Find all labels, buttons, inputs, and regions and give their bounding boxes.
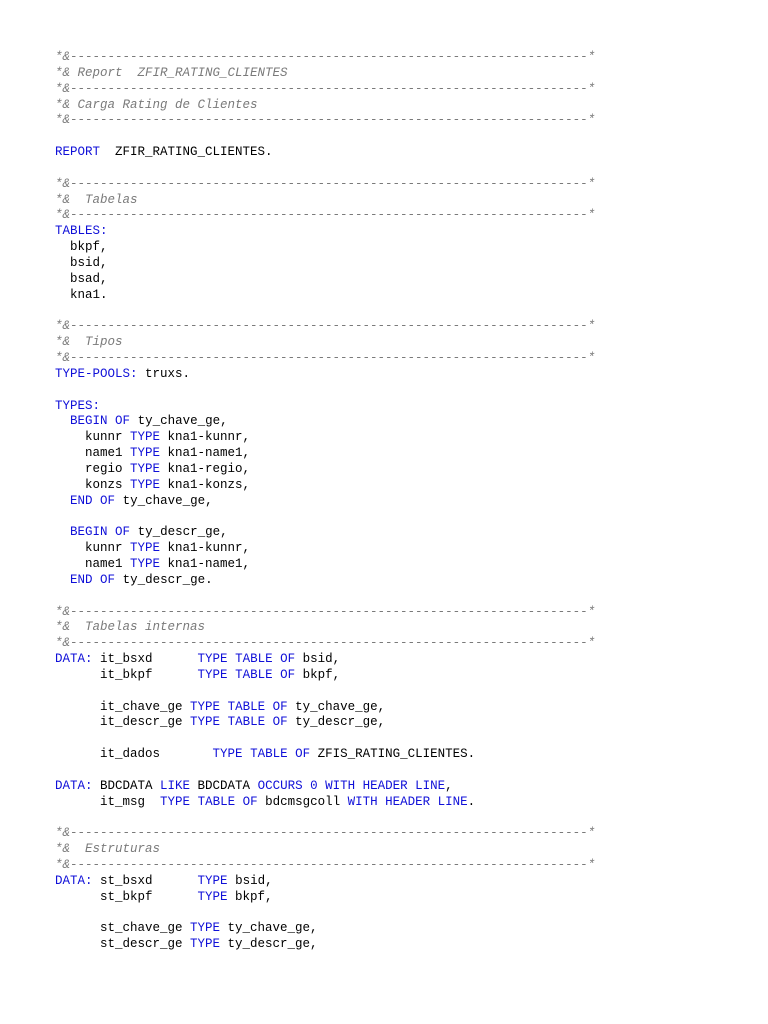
code-token: st_chave_ge	[55, 921, 191, 936]
code-token: bsid,	[227, 873, 273, 888]
code-token: regio	[55, 461, 131, 476]
code-token: kunnr	[55, 541, 131, 556]
code-token: bsid,	[55, 255, 108, 270]
code-token	[108, 525, 116, 539]
code-token: .	[467, 794, 476, 809]
code-token	[93, 573, 101, 587]
code-line	[55, 240, 755, 256]
keyword-token: OF	[280, 667, 296, 682]
code-line	[55, 478, 755, 494]
code-token: kna1-konzs,	[160, 477, 251, 492]
keyword-token: WITH HEADER LINE	[325, 778, 446, 793]
code-line	[55, 795, 755, 811]
code-token: bkpf,	[55, 240, 108, 255]
keyword-token: TYPE	[190, 937, 221, 952]
blank-line	[55, 811, 755, 827]
keyword-token: OF	[100, 493, 116, 508]
code-token	[288, 747, 296, 761]
comment-line: *&---------------------------------------------------------------------*	[55, 208, 596, 223]
code-token	[273, 652, 281, 666]
code-token: ty_descr_ge,	[220, 937, 318, 952]
code-line	[55, 224, 755, 240]
keyword-token: WITH HEADER LINE	[347, 794, 468, 809]
keyword-token: REPORT	[55, 145, 101, 160]
code-token: ty_chave_ge,	[115, 493, 213, 508]
code-token: BDCDATA	[92, 778, 161, 793]
code-token: ZFIS_RATING_CLIENTES.	[310, 747, 476, 762]
comment-line: *&---------------------------------------------------------------------*	[55, 858, 596, 873]
code-token: bsid,	[295, 652, 341, 667]
keyword-token: TYPE	[197, 667, 228, 682]
keyword-token: TYPE	[130, 541, 161, 556]
blank-line	[55, 161, 755, 177]
comment-line: *&---------------------------------------------------------------------*	[55, 319, 596, 334]
code-token: bsad,	[55, 271, 108, 286]
code-line	[55, 890, 755, 906]
code-token: st_descr_ge	[55, 937, 191, 952]
comment-line: *&---------------------------------------------------------------------*	[55, 81, 596, 96]
keyword-token: TYPE	[130, 446, 161, 461]
code-token	[235, 795, 243, 809]
comment-line: *& Report ZFIR_RATING_CLIENTES	[55, 65, 288, 80]
keyword-token: TABLES:	[55, 224, 108, 239]
keyword-token: TYPE	[212, 747, 243, 762]
keyword-token: OF	[272, 715, 288, 730]
keyword-token: TYPE	[130, 461, 161, 476]
comment-line: *& Tipos	[55, 335, 123, 350]
comment-line: *&---------------------------------------------------------------------*	[55, 50, 596, 64]
code-line	[55, 462, 755, 478]
keyword-token: TYPE	[160, 794, 191, 809]
blank-line	[55, 509, 755, 525]
keyword-token: TYPES:	[55, 398, 101, 413]
code-token: name1	[55, 446, 131, 461]
code-line	[55, 652, 755, 668]
keyword-token: OF	[242, 794, 258, 809]
code-line	[55, 494, 755, 510]
code-line	[55, 446, 755, 462]
code-line	[55, 874, 755, 890]
code-line	[55, 367, 755, 383]
keyword-token: TYPE	[130, 430, 161, 445]
keyword-token: END	[70, 493, 93, 508]
code-token	[303, 779, 311, 793]
code-token: it_descr_ge	[55, 715, 191, 730]
keyword-token: OCCURS	[257, 778, 303, 793]
code-line	[55, 430, 755, 446]
code-token: ,	[445, 778, 453, 793]
blank-line	[55, 906, 755, 922]
comment-line: *& Estruturas	[55, 842, 161, 857]
keyword-token: LIKE	[160, 778, 191, 793]
keyword-token: OF	[100, 572, 116, 587]
code-token: kna1-name1,	[160, 446, 251, 461]
keyword-token: TYPE	[197, 889, 228, 904]
blank-line	[55, 763, 755, 779]
keyword-token: OF	[115, 525, 131, 540]
code-token: kna1-kunnr,	[160, 430, 251, 445]
comment-line: *&---------------------------------------------------------------------*	[55, 113, 596, 128]
code-line	[55, 573, 755, 589]
keyword-token: TYPE	[130, 557, 161, 571]
code-line	[55, 557, 755, 573]
code-line	[55, 921, 755, 937]
comment-line: *&---------------------------------------------------------------------*	[55, 176, 596, 191]
comment-line: *& Tabelas	[55, 192, 138, 207]
code-document	[55, 50, 755, 953]
keyword-token: OF	[280, 652, 296, 667]
code-token	[273, 668, 281, 682]
comment-line: *&---------------------------------------------------------------------*	[55, 636, 596, 651]
code-line	[55, 414, 755, 430]
code-line	[55, 525, 755, 541]
code-token	[55, 414, 70, 428]
blank-line	[55, 383, 755, 399]
keyword-token: TABLE	[250, 747, 288, 762]
keyword-token: OF	[295, 747, 311, 762]
code-token: ty_descr_ge,	[130, 525, 228, 540]
code-token: ty_chave_ge,	[287, 699, 386, 714]
code-line	[55, 256, 755, 272]
code-token: kunnr	[55, 430, 131, 445]
comment-line: *&---------------------------------------------------------------------*	[55, 826, 596, 841]
blank-line	[55, 129, 755, 145]
code-line	[55, 937, 755, 953]
code-line	[55, 399, 755, 415]
blank-line	[55, 731, 755, 747]
keyword-token: TYPE	[197, 873, 228, 888]
code-token	[220, 715, 228, 729]
code-token: kna1-kunnr,	[160, 541, 251, 556]
code-token: ty_descr_ge,	[287, 715, 386, 730]
code-line	[55, 747, 755, 763]
keyword-token: DATA:	[55, 778, 93, 793]
code-line	[55, 779, 755, 795]
keyword-token: OF	[115, 414, 131, 429]
blank-line	[55, 304, 755, 320]
code-token	[55, 573, 70, 587]
code-token	[55, 525, 70, 539]
code-token: it_msg	[55, 794, 161, 809]
keyword-token: TABLE	[197, 794, 236, 809]
comment-line: *&---------------------------------------------------------------------*	[55, 351, 596, 366]
code-token	[265, 700, 273, 714]
comment-line: *& Tabelas internas	[55, 620, 206, 635]
keyword-token: DATA:	[55, 873, 93, 888]
keyword-token: DATA:	[55, 652, 93, 667]
keyword-token: TYPE	[190, 715, 221, 730]
code-token: kna1.	[55, 287, 108, 302]
code-token: st_bkpf	[55, 889, 198, 904]
code-token	[318, 779, 326, 793]
keyword-token: TABLE	[227, 699, 266, 714]
code-token: st_bsxd	[92, 873, 198, 888]
keyword-token: TYPE-POOLS:	[55, 366, 138, 381]
code-token: ty_chave_ge,	[220, 921, 318, 936]
code-line	[55, 288, 755, 304]
code-token: BDCDATA	[190, 778, 258, 793]
code-line	[55, 668, 755, 684]
keyword-token: TYPE	[130, 477, 161, 492]
code-token: ZFIR_RATING_CLIENTES.	[100, 145, 273, 160]
code-token	[243, 747, 251, 761]
code-token: it_dados	[55, 747, 213, 762]
code-token: it_chave_ge	[55, 699, 191, 714]
keyword-token: OF	[272, 699, 288, 714]
code-token: ty_chave_ge,	[130, 414, 228, 429]
code-token: ty_descr_ge.	[115, 572, 213, 587]
code-line	[55, 541, 755, 557]
code-line	[55, 700, 755, 716]
comment-line: *&---------------------------------------------------------------------*	[55, 604, 596, 619]
code-token: kna1-regio,	[160, 461, 251, 476]
code-token: bdcmsgcoll	[257, 794, 348, 809]
code-token: konzs	[55, 477, 131, 492]
code-token	[108, 414, 116, 428]
keyword-token: TABLE	[235, 667, 273, 682]
keyword-token: BEGIN	[70, 414, 108, 429]
code-line	[55, 715, 755, 731]
code-token	[228, 668, 236, 682]
code-token	[190, 795, 198, 809]
code-line	[55, 145, 755, 161]
code-token: truxs.	[137, 366, 191, 381]
code-token: it_bkpf	[55, 667, 198, 682]
code-token: it_bsxd	[92, 652, 198, 667]
blank-line	[55, 684, 755, 700]
blank-line	[55, 589, 755, 605]
keyword-token: TYPE	[190, 699, 221, 714]
keyword-token: TABLE	[227, 715, 266, 730]
keyword-token: END	[70, 572, 93, 587]
keyword-token: TABLE	[235, 652, 273, 667]
code-token	[220, 700, 228, 714]
code-line	[55, 272, 755, 288]
keyword-token: TYPE	[190, 921, 221, 936]
code-token	[228, 652, 236, 666]
code-token: kna1-name1,	[160, 557, 251, 571]
code-token: name1	[55, 557, 131, 571]
keyword-token: BEGIN	[70, 525, 108, 540]
keyword-token: TYPE	[197, 652, 228, 667]
number-token: 0	[310, 778, 318, 793]
code-token	[55, 494, 70, 508]
comment-line: *& Carga Rating de Clientes	[55, 97, 258, 112]
code-token	[93, 494, 101, 508]
code-token: bkpf,	[295, 667, 341, 682]
code-token	[265, 715, 273, 729]
code-token: bkpf,	[227, 889, 273, 904]
